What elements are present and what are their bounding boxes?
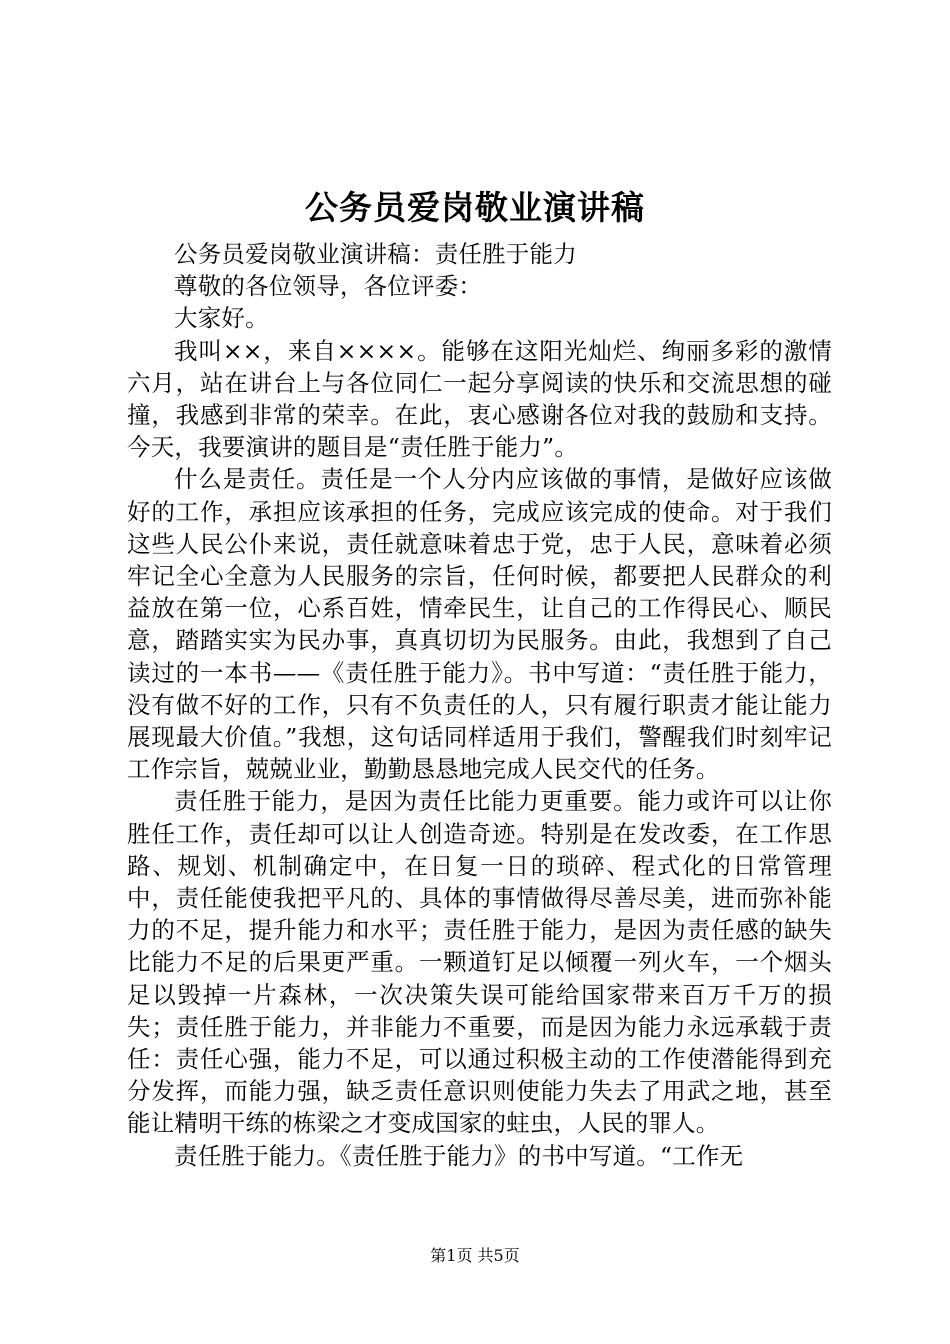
document-body (127, 238, 832, 1172)
body-paragraph: 我叫××，来自××××。能够在这阳光灿烂、绚丽多彩的激情六月，站在讲台上与各位同仁一起分享阅读的快乐和交流思想的碰撞，我感到非常的荣幸。在此，衷心感谢各位对我的鼓励和支持。今天，我要演讲的题目是“责任胜于能力”。 (127, 336, 832, 462)
body-paragraph: 责任胜于能力，是因为责任比能力更重要。能力或许可以让你胜任工作，责任却可以让人创造奇迹。特别是在发改委，在工作思路、规划、机制确定中，在日复一日的琐碎、程式化的日常管理中，责任能使我把平凡的、具体的事情做得尽善尽美，进而弥补能力的不足，提升能力和水平；责任胜于能力，是因为责任感的缺失比能力不足的后果更严重。一颗道钉足以倾覆一列火车，一个烟头足以毁掉一片森林，一次决策失误可能给国家带来百万千万的损失；责任胜于能力，并非能力不重要，而是因为能力永远承载于责任：责任心强，能力不足，可以通过积极主动的工作使潜能得到充分发挥，而能力强，缺乏责任意识则使能力失去了用武之地，甚至能让精明干练的栋梁之才变成国家的蛀虫，人民的罪人。 (127, 787, 832, 1138)
document-title: 公务员爱岗敬业演讲稿 (305, 188, 645, 227)
page-number-footer: 第1页 共5页 (430, 1246, 520, 1265)
greeting-line: 大家好。 (174, 304, 269, 333)
body-paragraph: 什么是责任。责任是一个人分内应该做的事情，是做好应该做好的工作，承担应该承担的任务，完成应该完成的使命。对于我们这些人民公仆来说，责任就意味着忠于党，忠于人民，意味着必须牢记全心全意为人民服务的宗旨，任何时候，都要把人民群众的利益放在第一位，心系百姓，情牵民生，让自己的工作得民心、顺民意，踏踏实实为民办事，真真切切为民服务。由此，我想到了自己读过的一本书——《责任胜于能力》。书中写道：“责任胜于能力，没有做不好的工作，只有不负责任的人，只有履行职责才能让能力展现最大价值。”我想，这句话同样适用于我们，警醒我们时刻牢记工作宗旨，兢兢业业，勤勤恳恳地完成人民交代的任务。 (127, 465, 832, 784)
body-paragraph: 责任胜于能力。《责任胜于能力》的书中写道。“工作无 (174, 1141, 744, 1170)
subtitle-line: 公务员爱岗敬业演讲稿：责任胜于能力 (174, 240, 577, 268)
salutation-line: 尊敬的各位领导，各位评委： (174, 272, 483, 301)
